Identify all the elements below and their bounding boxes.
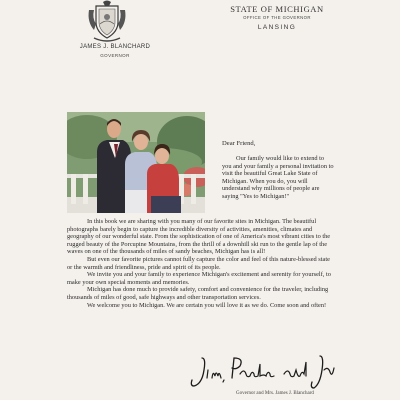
letter-salutation: Dear Friend, [222,140,256,147]
state-name: STATE OF MICHIGAN [230,4,324,14]
governor-title: GOVERNOR [100,53,130,58]
letter-paragraph: Michigan has done much to provide safety, comfort and convenience for the traveler, including thousands of miles of good, safe highways and other transportation services. [67,286,329,301]
letter-paragraph: But even our favorite pictures cannot fully capture the color and feel of this nature-blessed state or the warmth and friendliness, pride and spirit of its people. [67,255,330,271]
family-portrait-image [67,112,205,213]
letter-paragraph: We welcome you to Michigan. We are certain you will love it as we do. Come soon and often! [87,301,327,309]
letter-paragraph: In this book we are sharing with you many of our favorite sites in Michigan. The beautiful photographs barely begin to capture the incredible diversity of activities, amenities, climates and geography of our wonderful state. From the sophistication of one of America's most vibrant cities to the rugged beauty of the Porcupine Mountains, from the thrill of a downhill ski run to the gentle lap of the waves on one of the thousands of miles of sandy beaches, Michigan has is all! [67,218,331,256]
handwritten-signature [188,352,338,392]
letter-body [67,218,335,309]
city-name: LANSING [257,24,297,31]
office-name: OFFICE OF THE GOVERNOR [243,15,311,20]
governor-name: JAMES J. BLANCHARD [79,44,151,50]
signature-caption [236,391,346,397]
closing-line: Governor and Mrs. James J. Blanchard [236,391,314,396]
family-portrait-photo [67,112,205,213]
letter-intro-paragraph: Our family would like to extend to you and your family a personal invitation to visit the beautiful Great Lake State of Michigan. When you do, you will understand why millions of people are saying "Yes to Michigan!" [222,155,334,200]
letter-paragraph: We invite you and your family to experience Michigan's excitement and serenity for yourself, to make your own special moments and memories. [67,271,331,286]
michigan-state-seal-icon [86,0,128,44]
